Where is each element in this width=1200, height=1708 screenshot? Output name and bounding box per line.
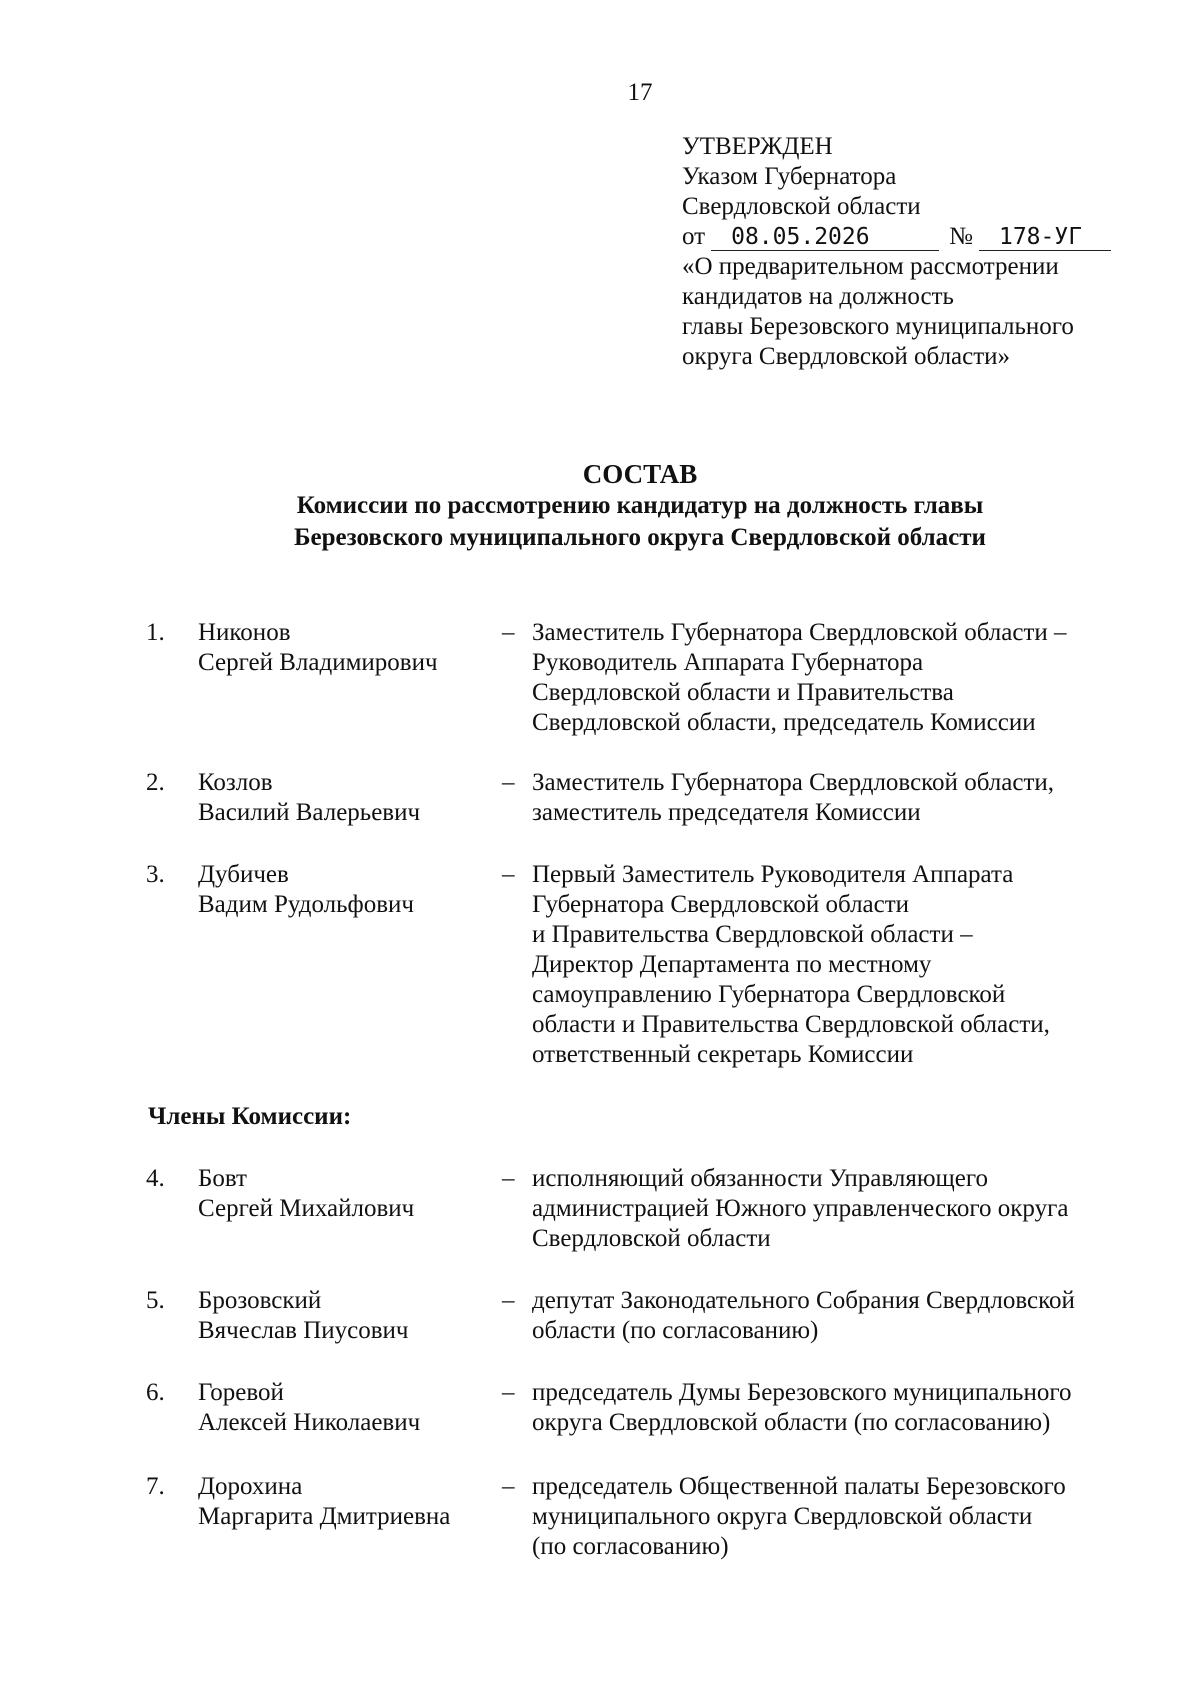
member-position [532, 1286, 1172, 1346]
position-line: Свердловской области и Правительства [532, 679, 954, 706]
document-subtitle-line-2: Березовского муниципального округа Свердловской области [294, 524, 986, 551]
position-line: ответственный секретарь Комиссии [532, 1041, 914, 1068]
position-line: Свердловской области [532, 1225, 771, 1252]
member-surname: Никонов [198, 619, 291, 646]
position-line: (по согласованию) [532, 1533, 729, 1560]
position-line: и Правительства Свердловской области – [532, 921, 973, 948]
member-index: 2. [146, 769, 165, 796]
member-position [532, 860, 1172, 1070]
dash-separator: – [502, 1287, 515, 1314]
number-sign: № [949, 223, 973, 250]
member-index: 4. [146, 1165, 165, 1192]
position-line: Губернатора Свердловской области [532, 891, 910, 918]
dash-separator: – [502, 619, 515, 646]
member-name [198, 860, 518, 920]
position-line: самоуправлению Губернатора Свердловской [532, 981, 1006, 1008]
member-index: 1. [146, 619, 165, 646]
position-line: Первый Заместитель Руководителя Аппарата [532, 861, 1014, 888]
member-position [532, 1164, 1172, 1254]
dash-separator: – [502, 861, 515, 888]
position-line: области и Правительства Свердловской области, [532, 1011, 1050, 1038]
member-index: 7. [146, 1473, 165, 1500]
member-position [532, 1378, 1172, 1438]
position-line: Руководитель Аппарата Губернатора [532, 649, 924, 676]
dash-separator: – [502, 1379, 515, 1406]
document-title: СОСТАВ [582, 459, 698, 489]
position-line: Заместитель Губернатора Свердловской области – [532, 619, 1067, 646]
decree-subject-line-1: «О предварительном рассмотрении [682, 253, 1059, 280]
member-surname: Козлов [198, 769, 273, 796]
member-surname: Дорохина [198, 1473, 303, 1500]
decree-number: 178-УГ [979, 224, 1111, 251]
position-line: заместитель председателя Комиссии [532, 799, 921, 826]
member-index: 6. [146, 1379, 165, 1406]
position-line: Заместитель Губернатора Свердловской области, [532, 769, 1055, 796]
position-line: администрацией Южного управленческого округа [532, 1195, 1069, 1222]
member-position [532, 618, 1172, 738]
date-prefix: от [682, 223, 706, 250]
member-surname: Дубичев [198, 861, 289, 888]
position-line: депутат Законодательного Собрания Свердловской [532, 1287, 1075, 1314]
approval-line-2: Указом Губернатора [682, 163, 897, 190]
decree-subject-line-3: главы Березовского муниципального [682, 313, 1074, 340]
page-number: 17 [627, 79, 653, 106]
member-index: 5. [146, 1287, 165, 1314]
member-name [198, 1472, 518, 1532]
member-name [198, 1164, 518, 1224]
approval-line-3: Свердловской области [682, 193, 921, 220]
member-position [532, 1472, 1172, 1562]
member-given-names: Василий Валерьевич [198, 799, 421, 826]
position-line: председатель Общественной палаты Березовского [532, 1473, 1066, 1500]
position-line: Директор Департамента по местному [532, 951, 932, 978]
dash-separator: – [502, 769, 515, 796]
position-line: муниципального округа Свердловской области [532, 1503, 1033, 1530]
member-index: 3. [146, 861, 165, 888]
member-position [532, 768, 1172, 828]
position-line: округа Свердловской области (по согласованию) [532, 1409, 1051, 1436]
member-name [198, 1378, 518, 1438]
decree-subject-line-4: округа Свердловской области» [682, 343, 1011, 370]
member-given-names: Сергей Владимирович [198, 649, 438, 676]
document-heading [150, 458, 1130, 554]
document-subtitle-line-1: Комиссии по рассмотрению кандидатур на должность главы [296, 492, 984, 519]
dash-separator: – [502, 1165, 515, 1192]
position-line: исполняющий обязанности Управляющего [532, 1165, 988, 1192]
position-line: председатель Думы Березовского муниципального [532, 1379, 1072, 1406]
member-given-names: Алексей Николаевич [198, 1409, 421, 1436]
approval-stamp [682, 132, 1152, 372]
member-given-names: Маргарита Дмитриевна [198, 1503, 451, 1530]
member-given-names: Вадим Рудольфович [198, 891, 414, 918]
member-name [198, 768, 518, 828]
position-line: области (по согласованию) [532, 1317, 819, 1344]
member-given-names: Сергей Михайлович [198, 1195, 415, 1222]
member-surname: Брозовский [198, 1287, 322, 1314]
decree-date-number-line [682, 222, 1152, 252]
member-name [198, 618, 518, 678]
member-given-names: Вячеслав Пиусович [198, 1317, 409, 1344]
approval-line-1: УТВЕРЖДЕН [682, 133, 833, 160]
dash-separator: – [502, 1473, 515, 1500]
member-surname: Горевой [198, 1379, 284, 1406]
members-heading: Члены Комиссии: [148, 1103, 352, 1130]
member-name [198, 1286, 518, 1346]
decree-date: 08.05.2026 [711, 224, 939, 251]
decree-subject-line-2: кандидатов на должность [682, 283, 954, 310]
position-line: Свердловской области, председатель Комиссии [532, 709, 1036, 736]
member-surname: Бовт [198, 1165, 247, 1192]
